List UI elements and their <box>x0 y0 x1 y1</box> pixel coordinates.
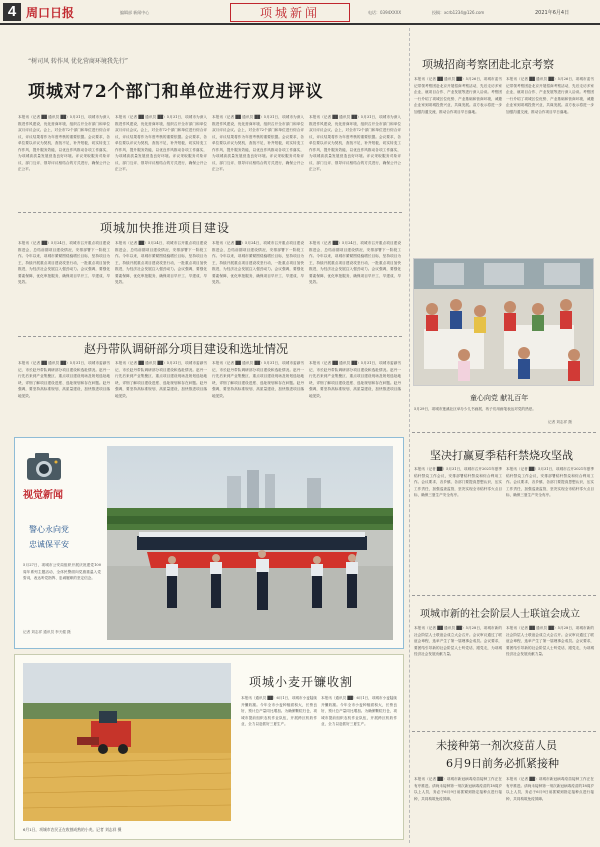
right-top-body-col1: 本报讯（记者 ██ 通讯员 ██）5月26日，项城市委书记带领考察团赴北京开展招商考察活动，先后走访多家企业，就项目合作、产业发展等进行深入洽谈。考察团一行介绍了项城区位优势、产业基础和营商环境，诚邀企业家到项城投资兴业，共谋发展。双方表示将进一步加强沟通交流，推动合作项目早日落地。 <box>414 77 502 114</box>
wheat-body-col1: 本报讯（通讯员 ██）6月1日，项城市小麦陆续开镰收割。今年全市小麦种植面积大，长势良好，预计总产量同比增加。为确保颗粒归仓，项城市提前组织农机作业队伍，开展跨区机收作业，全力以赴抓好三夏生产。 <box>241 696 317 726</box>
right-top-body-col2: 本报讯（记者 ██ 通讯员 ██）5月26日，项城市委书记带领考察团赴北京开展招商考察活动，先后走访多家企业，就项目合作、产业发展等进行深入洽谈。考察团一行介绍了项城区位优势、产业基础和营商环境，诚邀企业家到项城投资兴业，共谋发展。双方表示将进一步加强沟通交流，推动合作项目早日落地。 <box>506 77 594 114</box>
lead-body-col2: 本报讯（记者 ██ 通讯员 ██）5月31日，项城市为深入推进作风建设，优化营商环境，组织召开全市部门和单位双月评议会议。会上，对全市72个部门和单位进行综合评议，评议结果将作为年度考核的重要依据。会议要求，各单位要以评议为契机，查找不足，补齐短板，切实转变工作作风，提升服务效能，以优良作风推动各项工作落实，为项城高质量发展营造良好环境。评议采取服务对象评议、部门互评、领导评议相结合的方式进行，确保公开公正公平。 <box>115 115 207 171</box>
lead-kicker: “树司风 转作风 优化营商环境我先行” <box>28 58 128 65</box>
visual-news-box <box>14 437 404 649</box>
story2-body-col3: 本报讯（记者 ██）5月24日，项城市召开重点项目建设推进会，总结前期项目建设情况，安排部署下一阶段工作。今年以来，项城市紧紧围绕稳增长目标，坚持项目为王，持续开展重点项目建设攻坚行动，一批重点项目加快推进，为经济社会发展注入强劲动力。会议强调，要强化要素保障，优化审批服务，确保项目早开工、早建成、早见效。 <box>212 241 304 284</box>
right-mid-body-col1: 本报讯（记者 ██）5月31日，项城市召开2021年夏季秸秆禁烧工作会议，安排部署秸秆禁烧和综合利用工作。会议要求，各乡镇、各部门要提高思想认识，压实工作责任，加强巡查监管，坚决实现全市秸秆零火点目标，确保三夏生产安全有序。 <box>414 467 502 497</box>
story2-body-col4: 本报讯（记者 ██）5月24日，项城市召开重点项目建设推进会，总结前期项目建设情况，安排部署下一阶段工作。今年以来，项城市紧紧围绕稳增长目标，坚持项目为王，持续开展重点项目建设攻坚行动，一批重点项目加快推进，为经济社会发展注入强劲动力。会议强调，要强化要素保障，优化审批服务，确保项目早开工、早建成、早见效。 <box>309 241 401 284</box>
story3-body-col4: 本报讯（记者 ██ 通讯员 ██）5月31日，项城市委副书记、市长赵丹带队调研部分项目建设和选址情况。赵丹一行先后来到产业集聚区、重点项目建设现场及规划选址地块，详细了解项目建设进度、选址规划和存在问题。赵丹强调，要坚持高标准规划、高质量建设，加快推进项目落地见效。 <box>309 361 401 398</box>
column-divider <box>409 28 410 843</box>
right-mid2-body-col2: 本报讯（记者 ██ 通讯员 ██）5月28日，项城市新的社会阶层人士联谊会成立大会召开。会议审议通过了联谊会章程，选举产生了第一届理事会成员。会议要求，要团结引导新的社会阶层人士听党话、跟党走，为项城经济社会发展贡献力量。 <box>506 626 594 656</box>
lead-headline: 项城对72个部门和单位进行双月评议 <box>28 82 324 102</box>
photo-caption-title: 童心向党 献礼百年 <box>470 394 529 402</box>
divider <box>412 731 596 732</box>
right-bottom-body-col2: 本报讯（记者 ██）项城市新冠病毒疫苗接种工作正在有序推进。请尚未接种第一剂次新冠病毒疫苗的18周岁以上人员，务必于6月9日前抓紧到指定接种点进行接种，共同构筑免疫屏障。 <box>506 777 594 801</box>
right-bottom-body-col1: 本报讯（记者 ██）项城市新冠病毒疫苗接种工作正在有序推进。请尚未接种第一剂次新冠病毒疫苗的18周岁以上人员，务必于6月9日前抓紧到指定接种点进行接种，共同构筑免疫屏障。 <box>414 777 502 801</box>
story3-headline: 赵丹带队调研部分项目建设和选址情况 <box>84 342 289 356</box>
wheat-body-col2: 本报讯（通讯员 ██）6月1日，项城市小麦陆续开镰收割。今年全市小麦种植面积大，长势良好，预计总产量同比增加。为确保颗粒归仓，项城市提前组织农机作业队伍，开展跨区机收作业，全力以赴抓好三夏生产。 <box>321 696 397 726</box>
wheat-caption: 6月1日，项城市农民正在收割成熟的小麦。记者 刘志祥 摄 <box>23 827 122 832</box>
story3-body-col2: 本报讯（记者 ██ 通讯员 ██）5月31日，项城市委副书记、市长赵丹带队调研部分项目建设和选址情况。赵丹一行先后来到产业集聚区、重点项目建设现场及规划选址地块，详细了解项目建设进度、选址规划和存在问题。赵丹强调，要坚持高标准规划、高质量建设，加快推进项目落地见效。 <box>115 361 207 398</box>
children-painting-photo <box>413 258 594 386</box>
story2-body-col1: 本报讯（记者 ██）5月24日，项城市召开重点项目建设推进会，总结前期项目建设情况，安排部署下一阶段工作。今年以来，项城市紧紧围绕稳增长目标，坚持项目为王，持续开展重点项目建设攻坚行动，一批重点项目加快推进，为经济社会发展注入强劲动力。会议强调，要强化要素保障，优化审批服务，确保项目早开工、早建成、早见效。 <box>18 241 110 284</box>
right-bottom-headline-2: 6月9日前务必抓紧接种 <box>446 757 559 770</box>
divider <box>18 336 402 337</box>
police-parade-photo <box>107 446 393 640</box>
divider <box>18 212 402 213</box>
wheat-box <box>14 654 404 840</box>
visual-news-badge: 视觉新闻 <box>23 490 63 501</box>
email-line: 投稿：xcrb1234@126.com <box>432 10 485 15</box>
lead-body-col3: 本报讯（记者 ██ 通讯员 ██）5月31日，项城市为深入推进作风建设，优化营商环境，组织召开全市部门和单位双月评议会议。会上，对全市72个部门和单位进行综合评议，评议结果将作为年度考核的重要依据。会议要求，各单位要以评议为契机，查找不足，补齐短板，切实转变工作作风，提升服务效能，以优良作风推动各项工作落实，为项城高质量发展营造良好环境。评议采取服务对象评议、部门互评、领导评议相结合的方式进行，确保公开公正公平。 <box>212 115 304 171</box>
visual-news-title-1: 警心永向党 <box>29 525 69 534</box>
right-bottom-headline-1: 未接种第一剂次疫苗人员 <box>436 739 557 752</box>
right-mid2-headline: 项城市新的社会阶层人士联谊会成立 <box>420 609 580 620</box>
divider <box>412 432 596 433</box>
paper-name: 周口日报 <box>26 6 75 20</box>
section-badge-label: 项城新闻 <box>259 6 320 20</box>
visual-news-credit: 记者 刘志祥 通讯员 李天健 摄 <box>23 630 71 634</box>
divider <box>412 595 596 596</box>
camera-icon <box>25 448 65 486</box>
page-number: 4 <box>3 3 21 21</box>
wheat-headline: 项城小麦开镰收割 <box>249 675 354 689</box>
wheat-harvest-photo <box>23 663 231 821</box>
right-mid-headline: 坚决打赢夏季秸秆禁烧攻坚战 <box>430 449 573 462</box>
masthead <box>0 0 600 24</box>
story3-body-col3: 本报讯（记者 ██ 通讯员 ██）5月31日，项城市委副书记、市长赵丹带队调研部分项目建设和选址情况。赵丹一行先后来到产业集聚区、重点项目建设现场及规划选址地块，详细了解项目建设进度、选址规划和存在问题。赵丹强调，要坚持高标准规划、高质量建设，加快推进项目落地见效。 <box>212 361 304 398</box>
section-badge <box>230 3 350 22</box>
lead-body-col1: 本报讯（记者 ██ 通讯员 ██）5月31日，项城市为深入推进作风建设，优化营商环境，组织召开全市部门和单位双月评议会议。会上，对全市72个部门和单位进行综合评议，评议结果将作为年度考核的重要依据。会议要求，各单位要以评议为契机，查找不足，补齐短板，切实转变工作作风，提升服务效能，以优良作风推动各项工作落实，为项城高质量发展营造良好环境。评议采取服务对象评议、部门互评、领导评议相结合的方式进行，确保公开公正公平。 <box>18 115 110 171</box>
story3-body-col1: 本报讯（记者 ██ 通讯员 ██）5月31日，项城市委副书记、市长赵丹带队调研部分项目建设和选址情况。赵丹一行先后来到产业集聚区、重点项目建设现场及规划选址地块，详细了解项目建设进度、选址规划和存在问题。赵丹强调，要坚持高标准规划、高质量建设，加快推进项目落地见效。 <box>18 361 110 398</box>
editor-line: 编辑部 新闻中心 <box>120 10 150 15</box>
lead-body-col4: 本报讯（记者 ██ 通讯员 ██）5月31日，项城市为深入推进作风建设，优化营商环境，组织召开全市部门和单位双月评议会议。会上，对全市72个部门和单位进行综合评议，评议结果将作为年度考核的重要依据。会议要求，各单位要以评议为契机，查找不足，补齐短板，切实转变工作作风，提升服务效能，以优良作风推动各项工作落实，为项城高质量发展营造良好环境。评议采取服务对象评议、部门互评、领导评议相结合的方式进行，确保公开公正公平。 <box>309 115 401 171</box>
photo-caption-credit: 记者 刘志祥 摄 <box>548 420 572 424</box>
photo-caption-body: 5月29日，项城市莲溪社区举办少儿书画展，孩子们用画笔表达对党的热爱。 <box>414 407 536 411</box>
date-line: 2021年6月4日 <box>535 10 570 16</box>
story2-headline: 项城加快推进项目建设 <box>100 221 231 235</box>
right-mid2-body-col1: 本报讯（记者 ██ 通讯员 ██）5月28日，项城市新的社会阶层人士联谊会成立大会召开。会议审议通过了联谊会章程，选举产生了第一届理事会成员。会议要求，要团结引导新的社会阶层人士听党话、跟党走，为项城经济社会发展贡献力量。 <box>414 626 502 656</box>
visual-news-title-2: 忠诚保平安 <box>29 540 69 549</box>
phone-line: 电话：0394XXXX <box>368 10 402 15</box>
story2-body-col2: 本报讯（记者 ██）5月24日，项城市召开重点项目建设推进会，总结前期项目建设情况，安排部署下一阶段工作。今年以来，项城市紧紧围绕稳增长目标，坚持项目为王，持续开展重点项目建设攻坚行动，一批重点项目加快推进，为经济社会发展注入强劲动力。会议强调，要强化要素保障，优化审批服务，确保项目早开工、早建成、早见效。 <box>115 241 207 284</box>
right-top-headline: 项城招商考察团赴北京考察 <box>422 58 554 71</box>
masthead-rule <box>0 23 600 25</box>
visual-news-body: 5月27日，项城市公安局组织开展庆祝建党100周年系列主题活动，全体民警面向党旗重温入党誓词，表达听党指挥、忠诚履职的坚定信念。 <box>23 563 101 580</box>
right-mid-body-col2: 本报讯（记者 ██）5月31日，项城市召开2021年夏季秸秆禁烧工作会议，安排部署秸秆禁烧和综合利用工作。会议要求，各乡镇、各部门要提高思想认识，压实工作责任，加强巡查监管，坚决实现全市秸秆零火点目标，确保三夏生产安全有序。 <box>506 467 594 497</box>
